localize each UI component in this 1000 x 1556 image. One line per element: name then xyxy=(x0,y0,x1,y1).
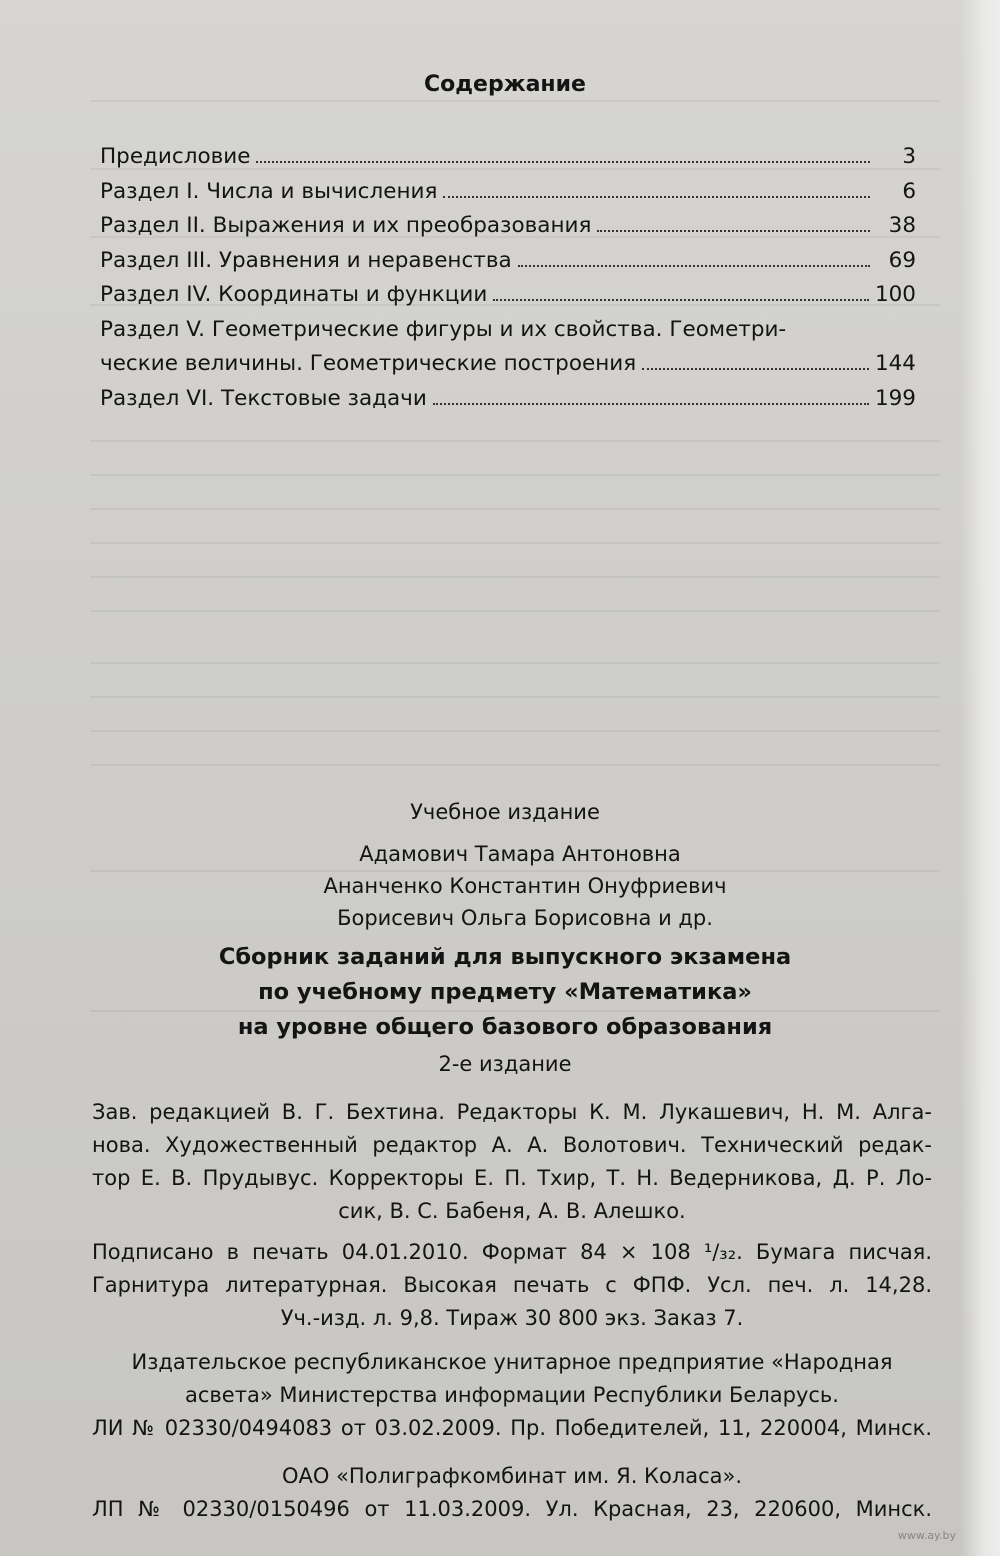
toc-entry-page: 69 xyxy=(888,247,916,273)
toc-leader-dots xyxy=(256,161,870,163)
toc-entry-section-5-line-1: Раздел V. Геометрические фигуры и их свойства. Геометри- xyxy=(100,316,787,342)
book-title-line: Сборник заданий для выпускного экзамена xyxy=(218,944,792,970)
staff-line: тор Е. В. Прудывус. Корректоры Е. П. Тхир, Т. Н. Ведерникова, Д. Р. Ло- xyxy=(92,1166,932,1190)
edition-kind: Учебное издание xyxy=(410,800,600,824)
toc-entry-preface xyxy=(100,140,916,175)
toc-entry-section-6 xyxy=(100,382,916,417)
printer-line: ЛП № 02330/0150496 от 11.03.2009. Ул. Красная, 23, 220600, Минск. xyxy=(92,1497,932,1521)
toc-entry-section-2 xyxy=(100,209,916,244)
toc-heading: Содержание xyxy=(424,72,586,97)
toc-entry-title: Раздел I. Числа и вычисления xyxy=(100,178,438,204)
toc-leader-dots xyxy=(518,265,870,267)
toc-entry-section-5 xyxy=(100,347,916,382)
editorial-staff xyxy=(92,1096,932,1228)
print-line: Гарнитура литературная. Высокая печать с ФПФ. Усл. печ. л. 14,28. xyxy=(92,1273,932,1297)
toc-entry-title: Раздел VI. Текстовые задачи xyxy=(100,385,427,411)
toc-entry-section-4 xyxy=(100,278,916,313)
toc-entry-page: 144 xyxy=(874,351,916,376)
staff-line: нова. Художественный редактор А. А. Волотович. Технический редак- xyxy=(92,1133,932,1157)
staff-line: сик, В. С. Бабеня, А. В. Алешко. xyxy=(338,1199,686,1223)
toc-entry-title: Раздел III. Уравнения и неравенства xyxy=(100,247,512,273)
author-line: Ананченко Константин Онуфриевич xyxy=(323,874,727,898)
toc-leader-dots xyxy=(433,403,869,405)
publisher-info xyxy=(92,1346,932,1445)
toc-entry-section-1 xyxy=(100,175,916,210)
printer-info xyxy=(92,1460,932,1526)
toc-entry-title: Раздел IV. Координаты и функции xyxy=(100,282,488,307)
toc-entry-page: 100 xyxy=(874,282,916,307)
toc-leader-dots xyxy=(597,230,870,232)
toc-leader-dots xyxy=(642,368,869,370)
author-line: Адамович Тамара Антоновна xyxy=(359,842,681,866)
book-title xyxy=(0,940,1000,1045)
toc-entry-section-3 xyxy=(100,244,916,279)
watermark: www.ay.by xyxy=(897,1529,956,1542)
publisher-line: Издательское республиканское унитарное предприятие «Народная xyxy=(131,1350,893,1374)
toc-entry-title: Предисловие xyxy=(100,144,251,169)
toc-leader-dots xyxy=(443,196,870,198)
toc-leader-dots xyxy=(493,299,869,301)
toc-entry-page: 3 xyxy=(902,144,916,169)
toc-entry-page: 199 xyxy=(874,385,916,411)
print-line: Уч.-изд. л. 9,8. Тираж 30 800 экз. Заказ 7. xyxy=(280,1306,744,1330)
book-title-line: на уровне общего базового образования xyxy=(237,1014,773,1040)
authors-list xyxy=(0,838,1000,934)
print-details xyxy=(92,1236,932,1335)
publisher-line: асвета» Министерства информации Республики Беларусь. xyxy=(185,1383,839,1407)
toc-entry-page: 38 xyxy=(888,213,916,238)
toc-entry-page: 6 xyxy=(902,178,916,204)
staff-line: Зав. редакцией В. Г. Бехтина. Редакторы К. М. Лукашевич, Н. М. Алга- xyxy=(92,1100,932,1124)
printer-line: ОАО «Полиграфкомбинат им. Я. Коласа». xyxy=(281,1464,743,1488)
toc-entry-title: Раздел II. Выражения и их преобразования xyxy=(100,213,592,238)
table-of-contents xyxy=(100,140,916,416)
edition-number: 2-е издание xyxy=(438,1052,572,1076)
page-edge xyxy=(960,0,1000,1556)
publisher-line: ЛИ № 02330/0494083 от 03.02.2009. Пр. Победителей, 11, 220004, Минск. xyxy=(92,1416,932,1440)
print-line: Подписано в печать 04.01.2010. Формат 84 × 108 ¹/₃₂. Бумага писчая. xyxy=(92,1240,932,1264)
toc-entry-title: ческие величины. Геометрические построения xyxy=(100,351,637,376)
book-title-line: по учебному предмету «Математика» xyxy=(258,979,752,1005)
author-line: Борисевич Ольга Борисовна и др. xyxy=(337,906,713,930)
